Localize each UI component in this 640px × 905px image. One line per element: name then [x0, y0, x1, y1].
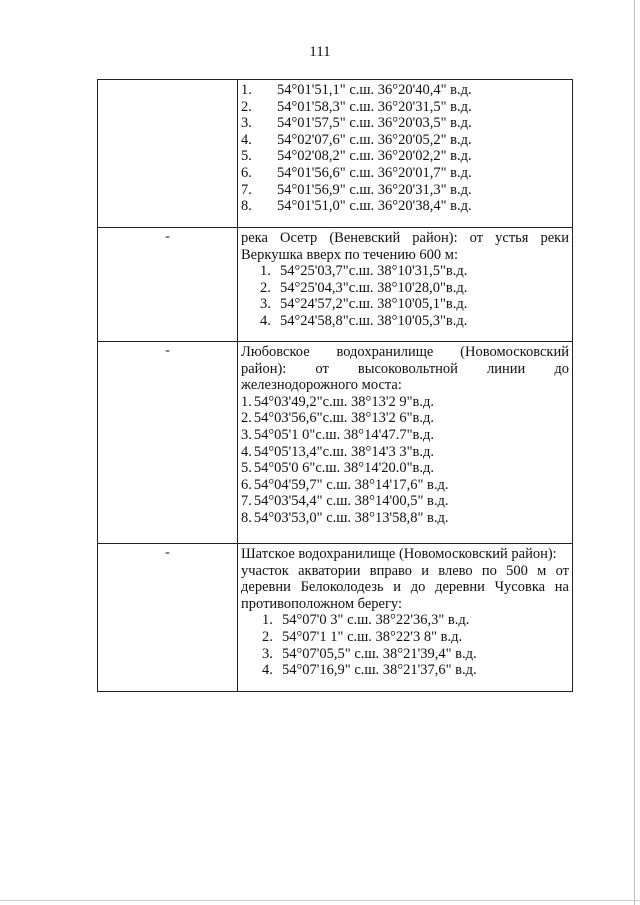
coordinate-item: 1. 54°03'49,2"с.ш. 38°13'2 9"в.д.: [241, 393, 434, 410]
row-marker: -: [165, 545, 170, 560]
coordinate-item: 5. 54°02'08,2" с.ш. 36°20'02,2" в.д.: [241, 148, 472, 165]
table-row: [98, 80, 573, 228]
coordinates-cell: [238, 342, 573, 544]
coordinate-item: 4. 54°24'58,8"с.ш. 38°10'05,3"в.д.: [260, 312, 468, 329]
section-description: район): от высоковольтной линии до: [241, 360, 569, 377]
coordinate-item: 6. 54°01'56,6" с.ш. 36°20'01,7" в.д.: [241, 164, 472, 181]
table-row: [98, 544, 573, 692]
coordinate-item: 4. 54°05'13,4"с.ш. 38°14'3 3"в.д.: [241, 443, 434, 460]
coordinate-item: 1. 54°07'0 3" с.ш. 38°22'36,3" в.д.: [262, 612, 470, 629]
table-row: [98, 342, 573, 544]
section-description: участок акватории вправо и влево по 500 м от: [241, 562, 569, 579]
row-marker-cell: [98, 544, 238, 692]
coordinates-cell: [238, 544, 573, 692]
row-marker-cell: [98, 80, 238, 228]
coordinates-cell: [238, 228, 573, 342]
coordinate-item: 1. 54°25'03,7"с.ш. 38°10'31,5"в.д.: [260, 263, 468, 280]
coordinate-item: 4. 54°02'07,6" с.ш. 36°20'05,2" в.д.: [241, 131, 472, 148]
row-marker: -: [165, 343, 170, 358]
row-marker-cell: [98, 228, 238, 342]
coordinate-item: 7. 54°03'54,4" с.ш. 38°14'00,5" в.д.: [241, 493, 449, 510]
table-row: [98, 228, 573, 342]
coordinate-item: 7. 54°01'56,9" с.ш. 36°20'31,3" в.д.: [241, 181, 472, 198]
scan-edge-bottom: [0, 900, 640, 901]
section-description: река Осетр (Веневский район): от устья реки: [241, 230, 569, 246]
scan-edge-right: [634, 0, 635, 905]
coordinate-item: 1. 54°01'51,1" с.ш. 36°20'40,4" в.д.: [241, 82, 472, 98]
section-description: деревни Белоколодезь и до деревни Чусовка на: [241, 579, 569, 596]
page-number: 111: [309, 44, 331, 60]
section-description: Веркушка вверх по течению 600 м:: [241, 246, 458, 263]
row-marker-cell: [98, 342, 238, 544]
section-description: противоположном берегу:: [241, 595, 403, 612]
coordinate-item: 5. 54°05'0 6"с.ш. 38°14'20.0"в.д.: [241, 460, 434, 477]
section-description: железнодорожного моста:: [241, 377, 402, 394]
coordinate-item: 3. 54°07'05,5" с.ш. 38°21'39,4" в.д.: [262, 645, 477, 662]
coordinates-cell: [238, 80, 573, 228]
coordinate-item: 2. 54°25'04,3"с.ш. 38°10'28,0"в.д.: [260, 279, 468, 296]
coordinate-item: 3. 54°01'57,5" с.ш. 36°20'03,5" в.д.: [241, 115, 472, 132]
coordinate-item: 2. 54°07'1 1" с.ш. 38°22'3 8" в.д.: [262, 628, 463, 645]
coordinate-item: 2. 54°03'56,6"с.ш. 38°13'2 6"в.д.: [241, 410, 434, 427]
coordinate-item: 4. 54°07'16,9" с.ш. 38°21'37,6" в.д.: [262, 662, 477, 679]
coordinate-item: 3. 54°24'57,2"с.ш. 38°10'05,1"в.д.: [260, 296, 468, 313]
coordinates-table: [97, 79, 573, 692]
row-marker: -: [165, 229, 170, 244]
coordinate-item: 2. 54°01'58,3" с.ш. 36°20'31,5" в.д.: [241, 98, 472, 115]
coordinate-item: 6. 54°04'59,7" с.ш. 38°14'17,6" в.д.: [241, 476, 449, 493]
section-description: Любовское водохранилище (Новомосковский: [241, 344, 569, 360]
coordinate-item: 3. 54°05'1 0"с.ш. 38°14'47.7"в.д.: [241, 426, 434, 443]
section-description: Шатское водохранилище (Новомосковский район):: [241, 546, 557, 562]
coordinate-item: 8. 54°01'51,0" с.ш. 36°20'38,4" в.д.: [241, 198, 472, 215]
coordinate-item: 8. 54°03'53,0" с.ш. 38°13'58,8" в.д.: [241, 509, 449, 526]
